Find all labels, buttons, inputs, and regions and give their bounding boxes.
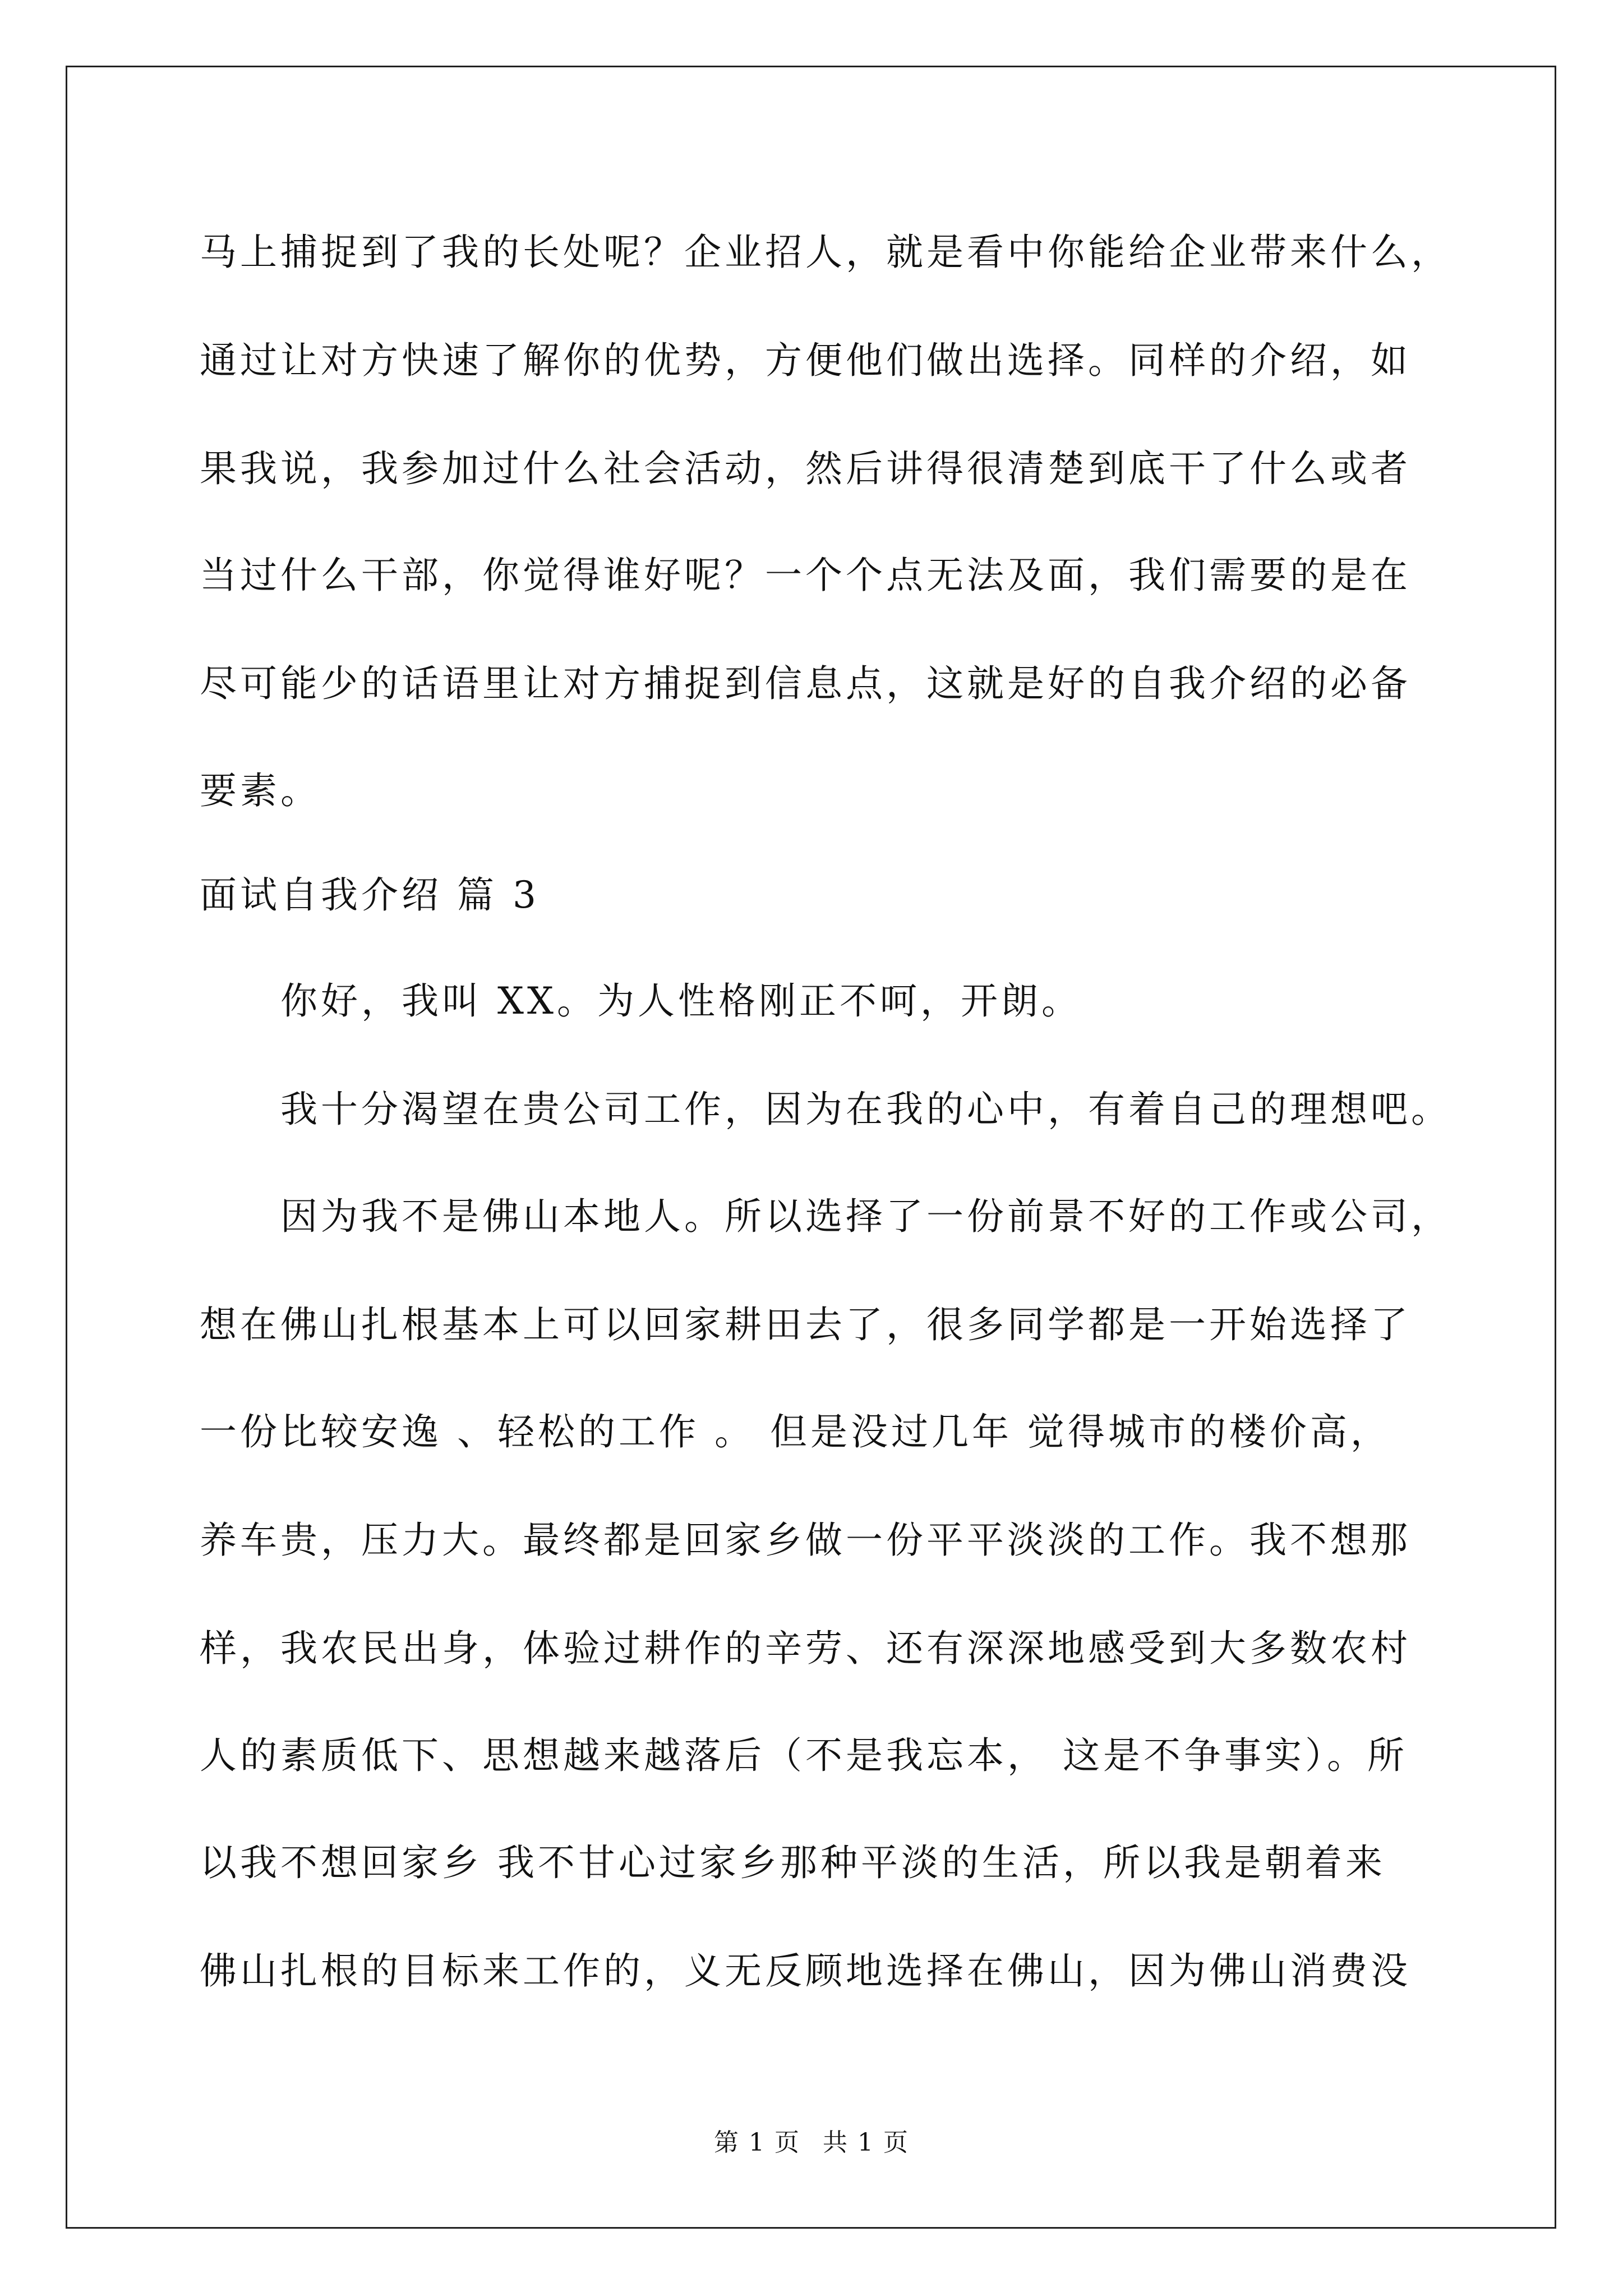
body-line: 佛山扎根的目标来工作的，义无反顾地选择在佛山，因为佛山消费没 [200, 1949, 1411, 1993]
body-line: 想在佛山扎根基本上可以回家耕田去了，很多同学都是一开始选择了 [200, 1303, 1411, 1346]
page-total: 共 1 页 [823, 2128, 909, 2157]
body-line: 当过什么干部，你觉得谁好呢？一个个点无法及面，我们需要的是在 [200, 554, 1411, 597]
page-footer [0, 2127, 1623, 2159]
body-line: 以我不想回家乡 我不甘心过家乡那种平淡的生活，所以我是朝着来 [200, 1841, 1386, 1884]
body-line: 要素。 [200, 769, 321, 812]
body-line: 样，我农民出身，体验过耕作的辛劳、还有深深地感受到大多数农村 [200, 1627, 1411, 1670]
body-line: 养车贵，压力大。最终都是回家乡做一份平平淡淡的工作。我不想那 [200, 1519, 1411, 1562]
body-line: 因为我不是佛山本地人。所以选择了一份前景不好的工作或公司， [280, 1195, 1451, 1238]
body-line: 果我说，我参加过什么社会活动，然后讲得很清楚到底干了什么或者 [200, 447, 1411, 490]
body-line: 一份比较安逸 、轻松的工作 。 但是没过几年 觉得城市的楼价高， [200, 1410, 1391, 1453]
section-heading: 面试自我介绍 篇 3 [200, 873, 540, 917]
body-line: 人的素质低下、思想越来越落后（不是我忘本， 这是不争事实）。所 [200, 1734, 1408, 1777]
page-border [66, 66, 1556, 2229]
body-line: 你好，我叫 XX。为人性格刚正不呵，开朗。 [280, 979, 1082, 1023]
body-line: 通过让对方快速了解你的优势，方便他们做出选择。同样的介绍，如 [200, 339, 1411, 382]
body-line: 马上捕捉到了我的长处呢？企业招人，就是看中你能给企业带来什么， [200, 231, 1451, 274]
page-number: 第 1 页 [714, 2128, 800, 2157]
body-line: 我十分渴望在贵公司工作，因为在我的心中，有着自己的理想吧。 [280, 1088, 1451, 1131]
body-line: 尽可能少的话语里让对方捕捉到信息点，这就是好的自我介绍的必备 [200, 662, 1411, 705]
